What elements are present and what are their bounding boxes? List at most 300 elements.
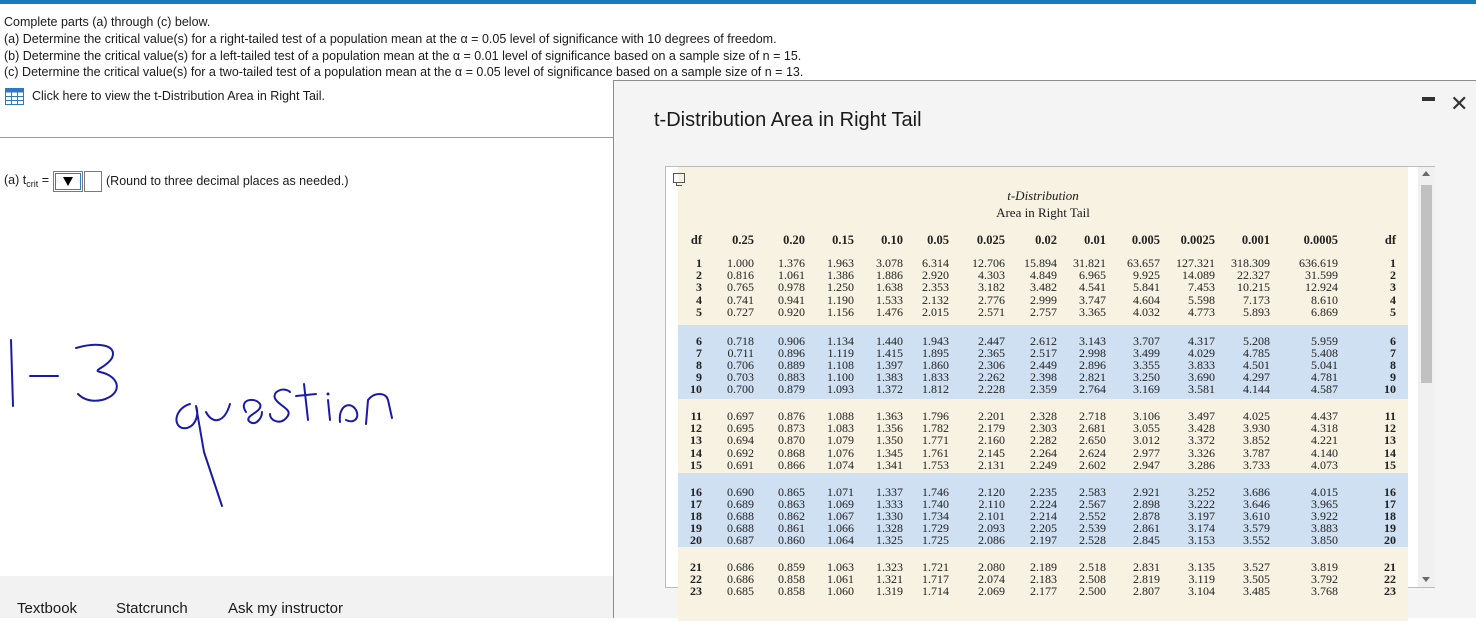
table-cell: 3.222	[1188, 496, 1215, 511]
table-df-cell: 15	[690, 457, 702, 472]
table-cell: 5.893	[1243, 304, 1270, 319]
table-cell: 2.205	[1030, 521, 1057, 536]
table-cell: 0.688	[727, 508, 754, 523]
table-cell: 4.032	[1133, 304, 1160, 319]
sign-dropdown-focus[interactable]	[55, 173, 81, 190]
table-cell: 2.183	[1030, 572, 1057, 587]
table-cell: 1.721	[922, 560, 949, 574]
table-cell: 3.747	[1079, 292, 1106, 307]
table-cell: 2.508	[1079, 572, 1106, 587]
table-df-cell: 5	[696, 304, 702, 319]
footer-textbook-link[interactable]: Textbook	[17, 600, 78, 617]
table-cell: 2.583	[1079, 484, 1106, 499]
table-cell: 3.012	[1133, 433, 1160, 448]
table-df-cell: 1	[1390, 256, 1396, 270]
table-row	[678, 434, 1408, 446]
table-cell: 2.624	[1079, 445, 1106, 460]
table-cell: 3.733	[1243, 457, 1270, 472]
section-divider	[0, 137, 614, 138]
table-cell: 4.781	[1311, 370, 1338, 385]
table-cell: 2.074	[978, 572, 1005, 587]
scroll-thumb[interactable]	[1421, 185, 1432, 383]
table-df-cell: 17	[1384, 496, 1396, 511]
table-row	[678, 459, 1408, 471]
table-cell: 1.119	[827, 345, 854, 360]
table-caption-subtitle: Area in Right Tail	[996, 205, 1090, 220]
table-cell: 1.325	[876, 533, 903, 548]
table-cell: 2.015	[922, 304, 949, 319]
table-cell: 1.734	[922, 508, 949, 523]
table-cell: 5.041	[1311, 357, 1338, 372]
table-cell: 3.497	[1188, 409, 1215, 423]
table-cell: 2.539	[1079, 521, 1106, 536]
table-cell: 4.297	[1243, 370, 1270, 385]
table-cell: 5.959	[1311, 333, 1338, 348]
table-cell: 2.977	[1133, 445, 1160, 460]
table-cell: 0.697	[727, 409, 754, 423]
table-row	[678, 447, 1408, 459]
table-cell: 0.865	[778, 484, 805, 499]
table-cell: 0.691	[727, 457, 754, 472]
table-cell: 2.920	[922, 268, 949, 283]
table-scrollbar[interactable]	[1418, 167, 1435, 587]
table-cell: 1.337	[876, 484, 903, 499]
table-cell: 3.428	[1188, 421, 1215, 436]
table-df-cell: 20	[1384, 533, 1396, 548]
table-cell: 1.061	[778, 268, 805, 283]
table-cell: 1.740	[922, 496, 949, 511]
close-icon[interactable]: ✕	[1450, 91, 1469, 116]
table-cell: 2.069	[978, 584, 1005, 599]
table-cell: 0.866	[778, 457, 805, 472]
table-cell: 3.482	[1030, 280, 1057, 295]
table-cell: 2.101	[978, 508, 1005, 523]
table-cell: 1.383	[876, 370, 903, 385]
table-cell: 2.807	[1133, 584, 1160, 599]
table-cell: 0.978	[778, 280, 805, 295]
table-cell: 2.764	[1079, 382, 1106, 397]
table-cell: 0.873	[778, 421, 805, 436]
table-cell: 1.074	[827, 457, 854, 472]
table-cell: 4.025	[1243, 409, 1270, 423]
table-cell: 1.321	[876, 572, 903, 587]
table-cell: 0.889	[778, 357, 805, 372]
table-cell: 2.328	[1030, 409, 1057, 423]
table-cell: 0.862	[778, 508, 805, 523]
table-cell: 1.386	[827, 268, 854, 283]
table-cell: 1.064	[827, 533, 854, 548]
table-cell: 2.517	[1030, 345, 1057, 360]
scroll-up-icon[interactable]	[1422, 171, 1430, 176]
table-df-cell: 22	[1384, 572, 1396, 587]
table-cell: 5.598	[1188, 292, 1215, 307]
table-df-cell: 21	[690, 560, 702, 574]
table-cell: 0.688	[727, 521, 754, 536]
table-cell: 1.415	[876, 345, 903, 360]
table-header-cell: 0.025	[976, 233, 1005, 247]
table-cell: 2.398	[1030, 370, 1057, 385]
table-cell: 3.104	[1188, 584, 1215, 599]
table-df-cell: 9	[1390, 370, 1396, 385]
table-df-cell: 1	[696, 256, 702, 270]
table-df-cell: 2	[1390, 268, 1396, 283]
table-cell: 3.135	[1188, 560, 1215, 574]
table-cell: 0.860	[778, 533, 805, 548]
table-cell: 9.925	[1133, 268, 1160, 283]
table-cell: 1.345	[876, 445, 903, 460]
table-cell: 1.356	[876, 421, 903, 436]
table-cell: 2.249	[1030, 457, 1057, 472]
table-cell: 4.849	[1030, 268, 1057, 283]
table-row	[678, 486, 1408, 498]
table-cell: 0.692	[727, 445, 754, 460]
table-df-cell: 13	[1384, 433, 1396, 448]
table-cell: 8.610	[1311, 292, 1338, 307]
table-cell: 2.552	[1079, 508, 1106, 523]
table-cell: 3.143	[1079, 333, 1106, 348]
table-df-cell: 16	[690, 484, 702, 499]
table-cell: 6.965	[1079, 268, 1106, 283]
table-cell: 3.505	[1243, 572, 1270, 587]
table-cell: 1.717	[922, 572, 949, 587]
table-cell: 63.657	[1127, 256, 1160, 270]
table-cell: 3.610	[1243, 508, 1270, 523]
table-cell: 2.896	[1079, 357, 1106, 372]
table-cell: 1.397	[876, 357, 903, 372]
table-df-cell: 18	[690, 508, 702, 523]
table-cell: 1.895	[922, 345, 949, 360]
table-df-cell: 9	[696, 370, 702, 385]
table-cell: 3.646	[1243, 496, 1270, 511]
table-df-cell: 8	[1390, 357, 1396, 372]
table-header-cell: 0.001	[1241, 233, 1270, 247]
table-row	[678, 306, 1408, 318]
sign-dropdown[interactable]	[53, 171, 83, 192]
table-cell: 3.922	[1311, 508, 1338, 523]
table-frame	[665, 166, 1435, 599]
table-df-cell: 21	[1384, 560, 1396, 574]
table-cell: 2.999	[1030, 292, 1057, 307]
table-cell: 10.215	[1237, 280, 1270, 295]
table-cell: 1.083	[827, 421, 854, 436]
table-cell: 3.250	[1133, 370, 1160, 385]
table-cell: 0.703	[727, 370, 754, 385]
table-cell: 0.896	[778, 345, 805, 360]
table-cell: 2.145	[978, 445, 1005, 460]
table-cell: 1.440	[876, 333, 903, 348]
table-cell: 0.689	[727, 496, 754, 511]
table-cell: 1.079	[827, 433, 854, 448]
table-cell: 2.500	[1079, 584, 1106, 599]
table-cell: 1.190	[827, 292, 854, 307]
t-crit-input[interactable]	[84, 171, 102, 192]
table-cell: 1.833	[922, 370, 949, 385]
table-cell: 1.372	[876, 382, 903, 397]
popup-title: t-Distribution Area in Right Tail	[654, 109, 922, 131]
table-cell: 3.581	[1188, 382, 1215, 397]
table-cell: 2.179	[978, 421, 1005, 436]
table-cell: 3.372	[1188, 433, 1215, 448]
answer-row-a	[4, 170, 349, 192]
table-cell: 1.725	[922, 533, 949, 548]
table-cell: 0.695	[727, 421, 754, 436]
table-cell: 0.687	[727, 533, 754, 548]
table-header-cell: 0.005	[1131, 233, 1160, 247]
table-cell: 0.883	[778, 370, 805, 385]
table-cell: 0.870	[778, 433, 805, 448]
table-cell: 5.841	[1133, 280, 1160, 295]
table-df-cell: 14	[690, 445, 702, 460]
table-df-cell: 7	[696, 345, 702, 360]
table-cell: 1.100	[827, 370, 854, 385]
table-header-cell: 0.01	[1084, 233, 1106, 247]
table-cell: 0.816	[727, 268, 754, 283]
table-cell: 2.819	[1133, 572, 1160, 587]
table-cell: 2.878	[1133, 508, 1160, 523]
table-header-cell: 0.25	[732, 233, 754, 247]
table-cell: 3.169	[1133, 382, 1160, 397]
table-cell: 2.757	[1030, 304, 1057, 319]
table-cell: 1.761	[922, 445, 949, 460]
minimize-icon[interactable]	[1422, 97, 1435, 101]
table-cell: 2.189	[1030, 560, 1057, 574]
table-cell: 1.860	[922, 357, 949, 372]
table-cell: 3.119	[1188, 572, 1215, 587]
table-cell: 4.541	[1079, 280, 1106, 295]
table-cell: 2.567	[1079, 496, 1106, 511]
table-cell: 3.106	[1133, 409, 1160, 423]
table-cell: 2.306	[978, 357, 1005, 372]
table-cell: 2.264	[1030, 445, 1057, 460]
table-cell: 2.831	[1133, 560, 1160, 574]
table-df-cell: 14	[1384, 445, 1396, 460]
table-cell: 1.061	[827, 572, 854, 587]
table-cell: 12.924	[1305, 280, 1338, 295]
table-cell: 0.727	[727, 304, 754, 319]
table-cell: 2.447	[978, 333, 1005, 348]
table-cell: 2.282	[1030, 433, 1057, 448]
table-cell: 1.782	[922, 421, 949, 436]
table-cell: 4.221	[1311, 433, 1338, 448]
table-df-cell: 16	[1384, 484, 1396, 499]
table-cell: 2.612	[1030, 333, 1057, 348]
table-cell: 3.078	[876, 256, 903, 270]
table-header-cell: df	[690, 233, 702, 247]
table-cell: 4.604	[1133, 292, 1160, 307]
scroll-down-icon[interactable]	[1422, 577, 1430, 582]
t-table-popup	[613, 80, 1476, 618]
footer-ask-instructor-link[interactable]: Ask my instructor	[228, 600, 344, 617]
handwriting-scribble	[0, 320, 410, 520]
table-cell: 0.863	[778, 496, 805, 511]
table-cell: 2.235	[1030, 484, 1057, 499]
table-cell: 0.879	[778, 382, 805, 397]
table-cell: 4.587	[1311, 382, 1338, 397]
table-cell: 2.353	[922, 280, 949, 295]
question-part-c: (c) Determine the critical value(s) for a two-tailed test of a population mean at the α = 0.05 level of significance based on a sample size of n = 13.	[4, 65, 804, 80]
question-part-a: (a) Determine the critical value(s) for a right-tailed test of a population mean at the α = 0.05 level of significance with 10 degrees of freedom.	[4, 31, 777, 46]
table-cell: 3.965	[1311, 496, 1338, 511]
table-cell: 2.776	[978, 292, 1005, 307]
view-table-link-label[interactable]: Click here to view the t-Distribution Area in Right Tail.	[32, 89, 325, 103]
table-cell: 0.694	[727, 433, 754, 448]
table-cell: 0.718	[727, 333, 754, 348]
table-cell: 1.476	[876, 304, 903, 319]
table-cell: 2.262	[978, 370, 1005, 385]
table-cell: 0.858	[778, 584, 805, 599]
table-cell: 2.681	[1079, 421, 1106, 436]
chevron-down-icon	[63, 177, 73, 186]
table-cell: 1.060	[827, 584, 854, 599]
table-cell: 4.318	[1311, 421, 1338, 436]
table-df-cell: 22	[690, 572, 702, 587]
table-cell: 3.485	[1243, 584, 1270, 599]
table-cell: 2.160	[978, 433, 1005, 448]
table-cell: 3.182	[978, 280, 1005, 295]
table-cell: 2.132	[922, 292, 949, 307]
table-header-cell: 0.10	[881, 233, 903, 247]
table-cell: 1.093	[827, 382, 854, 397]
table-header-cell: 0.0025	[1180, 233, 1215, 247]
table-df-cell: 10	[1384, 382, 1396, 397]
table-header-cell: 0.02	[1035, 233, 1057, 247]
table-cell: 3.365	[1079, 304, 1106, 319]
view-table-link[interactable]	[5, 87, 325, 105]
table-df-cell: 6	[1390, 333, 1396, 348]
table-df-cell: 18	[1384, 508, 1396, 523]
table-df-cell: 8	[696, 357, 702, 372]
table-cell: 0.706	[727, 357, 754, 372]
table-cell: 2.449	[1030, 357, 1057, 372]
table-cell: 4.501	[1243, 357, 1270, 372]
table-cell: 22.327	[1237, 268, 1270, 283]
table-cell: 2.197	[1030, 533, 1057, 548]
table-cell: 3.552	[1243, 533, 1270, 548]
table-cell: 4.317	[1188, 333, 1215, 348]
question-text	[4, 14, 803, 81]
table-cell: 7.173	[1243, 292, 1270, 307]
table-cell: 2.131	[978, 457, 1005, 472]
table-row	[678, 294, 1408, 306]
table-cell: 0.686	[727, 560, 754, 574]
table-cell: 1.000	[727, 256, 754, 270]
table-cell: 1.796	[922, 409, 949, 423]
table-cell: 1.063	[827, 560, 854, 574]
table-header-cell: 0.0005	[1303, 233, 1338, 247]
table-cell: 4.029	[1188, 345, 1215, 360]
table-cell: 0.711	[727, 345, 754, 360]
table-cell: 1.088	[827, 409, 854, 423]
table-cell: 318.309	[1231, 256, 1270, 270]
table-cell: 1.812	[922, 382, 949, 397]
table-df-cell: 10	[690, 382, 702, 397]
table-df-cell: 19	[690, 521, 702, 536]
table-row	[678, 383, 1408, 395]
top-accent-bar	[0, 0, 1476, 4]
table-cell: 2.602	[1079, 457, 1106, 472]
table-cell: 4.073	[1311, 457, 1338, 472]
table-cell: 3.787	[1243, 445, 1270, 460]
table-cell: 4.303	[978, 268, 1005, 283]
table-cell: 3.197	[1188, 508, 1215, 523]
table-cell: 2.177	[1030, 584, 1057, 599]
table-cell: 2.821	[1079, 370, 1106, 385]
table-cell: 3.833	[1188, 357, 1215, 372]
table-cell: 2.224	[1030, 496, 1057, 511]
table-header-row	[678, 233, 1408, 249]
table-row	[678, 281, 1408, 293]
table-cell: 2.861	[1133, 521, 1160, 536]
table-cell: 3.326	[1188, 445, 1215, 460]
table-cell: 0.741	[727, 292, 754, 307]
table-cell: 3.690	[1188, 370, 1215, 385]
table-df-cell: 2	[696, 268, 702, 283]
answer-label: (a) $t_{crit}$ =	[4, 173, 50, 189]
table-cell: 7.453	[1188, 280, 1215, 295]
footer-statcrunch-link[interactable]: Statcrunch	[116, 600, 188, 617]
table-cell: 2.365	[978, 345, 1005, 360]
table-cell: 1.350	[876, 433, 903, 448]
footer-bar	[0, 576, 614, 618]
table-cell: 3.286	[1188, 457, 1215, 472]
table-cell: 1.638	[876, 280, 903, 295]
table-cell: 4.773	[1188, 304, 1215, 319]
table-cell: 3.850	[1311, 533, 1338, 548]
table-df-cell: 23	[1384, 584, 1396, 599]
table-cell: 1.319	[876, 584, 903, 599]
table-cell: 3.579	[1243, 521, 1270, 536]
table-cell: 2.303	[1030, 421, 1057, 436]
table-cell: 1.250	[827, 280, 854, 295]
table-cell: 0.859	[778, 560, 805, 574]
table-cell: 1.376	[778, 256, 805, 270]
table-cell: 1.066	[827, 521, 854, 536]
table-cell: 1.330	[876, 508, 903, 523]
table-cell: 1.069	[827, 496, 854, 511]
table-cell: 0.920	[778, 304, 805, 319]
table-cell: 636.619	[1299, 256, 1338, 270]
table-df-cell: 13	[690, 433, 702, 448]
table-header-cell: 0.20	[783, 233, 805, 247]
table-cell: 2.093	[978, 521, 1005, 536]
table-cell: 3.527	[1243, 560, 1270, 574]
table-cell: 1.341	[876, 457, 903, 472]
table-df-cell: 6	[696, 333, 702, 348]
table-df-cell: 4	[1390, 292, 1396, 307]
table-cell: 1.108	[827, 357, 854, 372]
table-cell: 2.201	[978, 409, 1005, 423]
table-cell: 2.947	[1133, 457, 1160, 472]
table-cell: 2.359	[1030, 382, 1057, 397]
table-cell: 5.208	[1243, 333, 1270, 348]
table-df-cell: 15	[1384, 457, 1396, 472]
print-icon[interactable]	[673, 173, 685, 183]
table-cell: 6.314	[922, 256, 949, 270]
table-df-cell: 11	[690, 409, 702, 423]
table-cell: 3.792	[1311, 572, 1338, 587]
table-header-cell: 0.05	[927, 233, 949, 247]
question-part-b: (b) Determine the critical value(s) for a left-tailed test of a population mean at the α = 0.01 level of significance based on a sample size of n = 15.	[4, 48, 802, 63]
table-cell: 5.408	[1311, 345, 1338, 360]
table-cell: 2.998	[1079, 345, 1106, 360]
table-cell: 1.156	[827, 304, 854, 319]
table-cell: 2.718	[1079, 409, 1106, 423]
rounding-hint: (Round to three decimal places as needed.)	[106, 174, 349, 188]
table-row	[678, 585, 1408, 597]
table-cell: 3.252	[1188, 484, 1215, 499]
table-cell: 1.963	[827, 256, 854, 270]
table-df-cell: 20	[690, 533, 702, 548]
